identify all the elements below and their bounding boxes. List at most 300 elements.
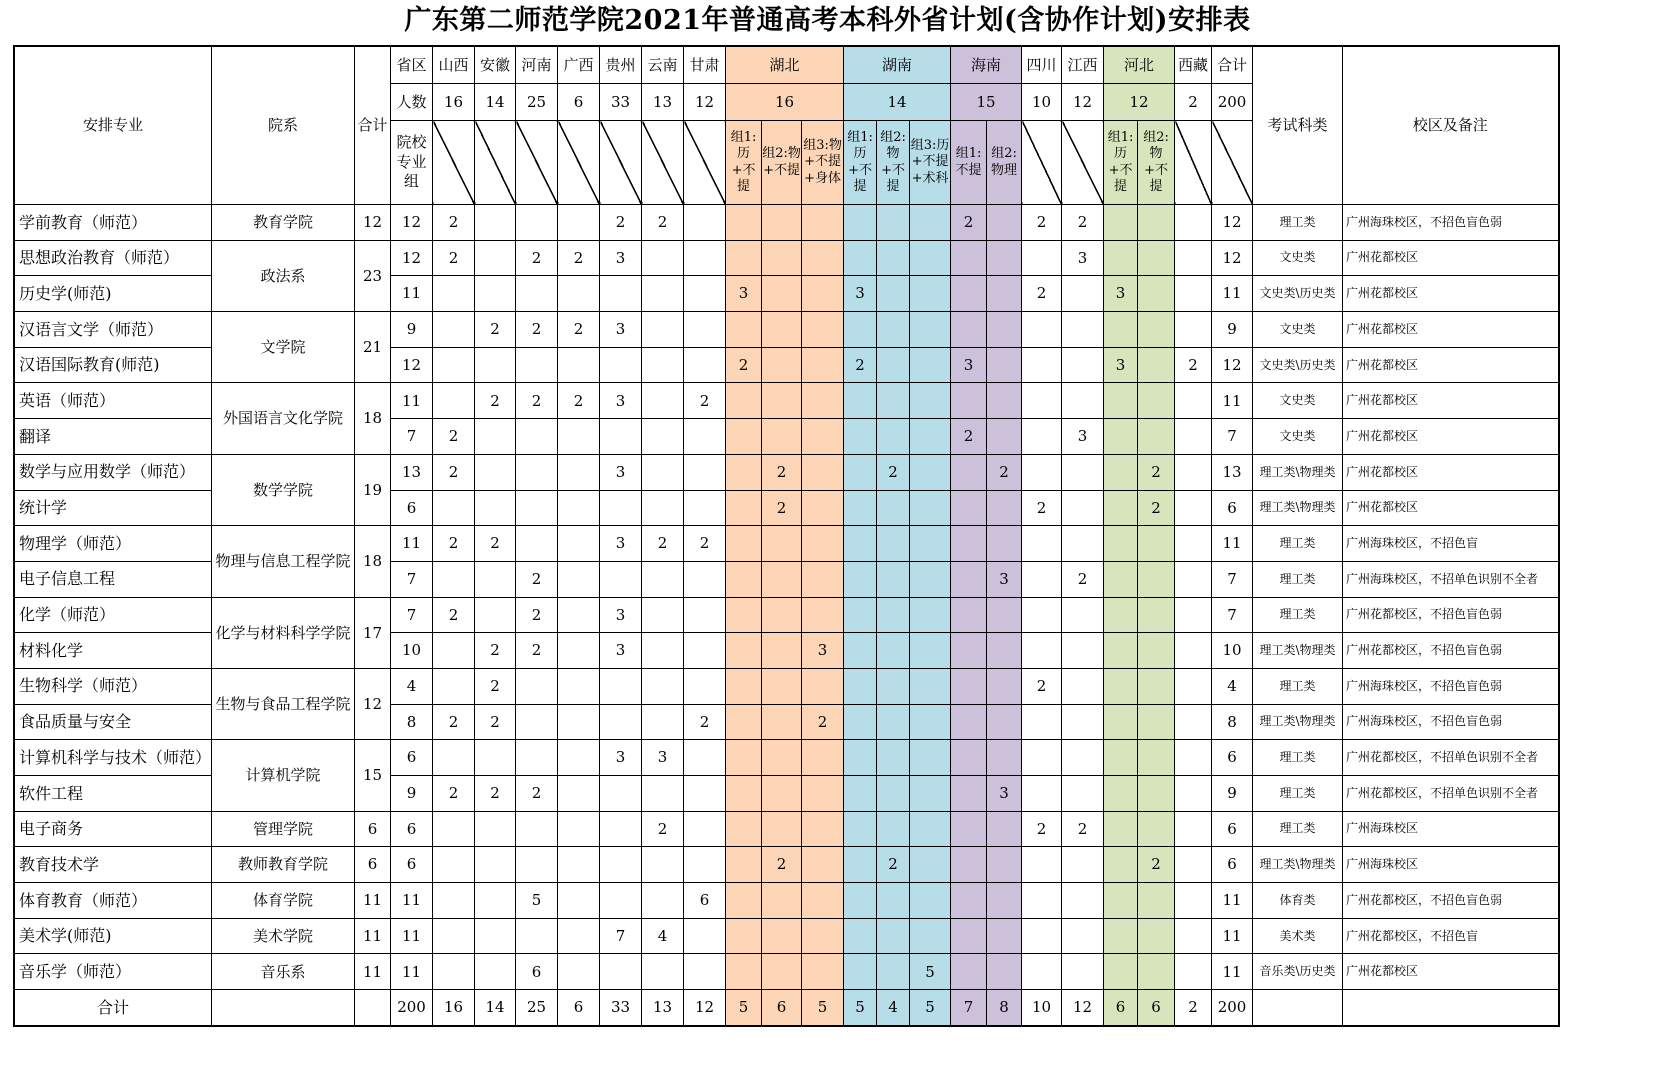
province-value-cell <box>475 883 516 919</box>
province-value-cell <box>1062 847 1104 883</box>
province-value-cell <box>844 633 877 669</box>
province-value-cell <box>802 205 844 241</box>
dept-total-cell: 6 <box>355 811 391 847</box>
diagonal-cell <box>558 121 600 205</box>
dept-total-cell: 19 <box>355 454 391 525</box>
province-value-cell <box>516 276 558 312</box>
province-value-cell: 3 <box>726 276 762 312</box>
group-count-cell: 8 <box>391 704 433 740</box>
province-value-cell <box>844 490 877 526</box>
major-cell: 英语（师范） <box>14 383 212 419</box>
province-value-cell: 2 <box>475 633 516 669</box>
province-value-cell <box>762 240 802 276</box>
province-value-cell <box>1104 597 1138 633</box>
province-value-cell <box>951 383 987 419</box>
table-row <box>14 383 1559 419</box>
province-value-cell <box>516 526 558 562</box>
totals-province-cell: 5 <box>910 990 951 1026</box>
province-value-cell <box>1104 561 1138 597</box>
province-value-cell <box>877 668 910 704</box>
province-value-cell <box>642 347 684 383</box>
province-value-cell <box>642 240 684 276</box>
province-value-cell <box>877 276 910 312</box>
province-value-cell: 2 <box>558 383 600 419</box>
province-value-cell: 2 <box>475 776 516 812</box>
province-value-cell <box>1022 383 1062 419</box>
province-value-cell: 2 <box>762 454 802 490</box>
province-value-cell <box>877 561 910 597</box>
province-value-cell <box>516 668 558 704</box>
province-value-cell <box>1175 954 1212 990</box>
province-value-cell <box>844 918 877 954</box>
province-value-cell <box>1022 347 1062 383</box>
province-value-cell <box>802 526 844 562</box>
province-value-cell <box>558 918 600 954</box>
province-value-cell <box>877 383 910 419</box>
province-value-cell: 2 <box>475 526 516 562</box>
row-total-cell: 12 <box>1212 205 1253 241</box>
province-value-cell <box>987 883 1022 919</box>
province-value-cell: 2 <box>726 347 762 383</box>
province-value-cell <box>1175 811 1212 847</box>
row-total-cell: 12 <box>1212 240 1253 276</box>
table-row <box>14 312 1559 348</box>
dept-cell: 生物与食品工程学院 <box>212 668 355 739</box>
province-yunnan: 云南 <box>642 46 684 84</box>
totals-label: 合计 <box>14 990 212 1026</box>
dept-total-cell: 23 <box>355 240 391 311</box>
totals-province-cell: 6 <box>1138 990 1175 1026</box>
province-value-cell <box>433 383 475 419</box>
province-value-cell <box>433 668 475 704</box>
province-value-cell: 2 <box>516 597 558 633</box>
diagonal-cell <box>1175 121 1212 205</box>
row-total-cell: 12 <box>1212 347 1253 383</box>
totals-province-cell: 5 <box>726 990 762 1026</box>
province-value-cell <box>844 383 877 419</box>
province-value-cell: 2 <box>1022 205 1062 241</box>
province-value-cell <box>762 276 802 312</box>
province-value-cell <box>1104 847 1138 883</box>
province-value-cell <box>726 383 762 419</box>
province-value-cell <box>951 954 987 990</box>
province-value-cell <box>844 454 877 490</box>
col-header-major: 安排专业 <box>14 46 212 205</box>
table-row <box>14 918 1559 954</box>
province-value-cell <box>951 312 987 348</box>
province-value-cell <box>1104 454 1138 490</box>
province-value-cell <box>642 597 684 633</box>
dept-cell: 音乐系 <box>212 954 355 990</box>
row-total-cell: 11 <box>1212 276 1253 312</box>
province-value-cell <box>762 383 802 419</box>
campus-note-cell: 广州花都校区，不招色盲 <box>1343 918 1559 954</box>
province-value-cell <box>1022 561 1062 597</box>
province-value-cell <box>1104 883 1138 919</box>
province-value-cell <box>516 347 558 383</box>
page-title: 广东第二师范学院2021年普通高考本科外省计划(含协作计划)安排表 <box>404 5 1251 36</box>
major-cell: 思想政治教育（师范） <box>14 240 212 276</box>
major-cell: 音乐学（师范） <box>14 954 212 990</box>
count-total: 200 <box>1212 84 1253 121</box>
campus-note-cell: 广州花都校区 <box>1343 383 1559 419</box>
dept-total-cell: 6 <box>355 847 391 883</box>
province-value-cell <box>642 633 684 669</box>
province-value-cell <box>951 276 987 312</box>
province-value-cell <box>951 668 987 704</box>
province-label: 省区 <box>391 46 433 84</box>
province-value-cell <box>475 454 516 490</box>
province-value-cell: 2 <box>558 312 600 348</box>
group-hubei-2: 组2:物+不提 <box>762 121 802 205</box>
province-value-cell <box>844 847 877 883</box>
province-value-cell <box>1175 847 1212 883</box>
province-value-cell: 2 <box>433 704 475 740</box>
campus-note-cell: 广州花都校区 <box>1343 347 1559 383</box>
province-value-cell <box>600 561 642 597</box>
province-value-cell <box>762 740 802 776</box>
province-value-cell <box>642 847 684 883</box>
province-value-cell: 2 <box>516 383 558 419</box>
diagonal-cell <box>684 121 726 205</box>
province-value-cell <box>1175 597 1212 633</box>
province-sichuan: 四川 <box>1022 46 1062 84</box>
province-value-cell <box>1175 740 1212 776</box>
province-value-cell <box>1138 811 1175 847</box>
province-value-cell <box>642 776 684 812</box>
province-value-cell <box>642 668 684 704</box>
count-xizang: 2 <box>1175 84 1212 121</box>
province-value-cell <box>684 740 726 776</box>
count-henan: 25 <box>516 84 558 121</box>
province-value-cell <box>1175 704 1212 740</box>
province-value-cell <box>558 740 600 776</box>
province-value-cell <box>558 205 600 241</box>
province-value-cell <box>1138 633 1175 669</box>
province-value-cell: 2 <box>1138 847 1175 883</box>
province-value-cell: 2 <box>558 240 600 276</box>
dept-total-cell: 11 <box>355 954 391 990</box>
diagonal-cell <box>475 121 516 205</box>
major-cell: 汉语言文学（师范） <box>14 312 212 348</box>
province-value-cell <box>475 811 516 847</box>
row-total-cell: 8 <box>1212 704 1253 740</box>
province-value-cell <box>558 776 600 812</box>
province-value-cell <box>910 526 951 562</box>
totals-province-cell: 2 <box>1175 990 1212 1026</box>
totals-province-cell: 6 <box>762 990 802 1026</box>
province-value-cell <box>558 561 600 597</box>
province-value-cell <box>726 811 762 847</box>
exam-type-cell: 理工类 <box>1253 740 1343 776</box>
province-value-cell <box>726 419 762 455</box>
province-total: 合计 <box>1212 46 1253 84</box>
exam-type-cell: 文史类 <box>1253 312 1343 348</box>
province-value-cell: 2 <box>516 633 558 669</box>
province-value-cell <box>726 776 762 812</box>
exam-type-cell: 文史类 <box>1253 383 1343 419</box>
province-value-cell <box>433 954 475 990</box>
exam-type-cell: 理工类 <box>1253 668 1343 704</box>
province-value-cell <box>1062 490 1104 526</box>
group-count-cell: 11 <box>391 526 433 562</box>
major-cell: 教育技术学 <box>14 847 212 883</box>
province-value-cell <box>1022 633 1062 669</box>
province-value-cell: 2 <box>877 454 910 490</box>
count-hebei: 12 <box>1104 84 1175 121</box>
province-value-cell <box>516 847 558 883</box>
province-value-cell: 2 <box>1138 454 1175 490</box>
campus-note-cell: 广州海珠校区，不招色盲色弱 <box>1343 704 1559 740</box>
province-value-cell <box>642 454 684 490</box>
province-value-cell <box>877 205 910 241</box>
table-row <box>14 740 1559 776</box>
province-value-cell: 2 <box>433 419 475 455</box>
province-value-cell <box>726 668 762 704</box>
province-value-cell <box>1138 740 1175 776</box>
province-value-cell <box>726 883 762 919</box>
province-value-cell <box>1022 526 1062 562</box>
province-value-cell <box>1104 312 1138 348</box>
header-row-provinces <box>14 46 1559 84</box>
group-count-cell: 12 <box>391 347 433 383</box>
province-anhui: 安徽 <box>475 46 516 84</box>
province-value-cell <box>951 704 987 740</box>
totals-province-cell: 6 <box>1104 990 1138 1026</box>
province-value-cell <box>877 918 910 954</box>
major-cell: 统计学 <box>14 490 212 526</box>
province-value-cell <box>684 490 726 526</box>
province-value-cell <box>516 740 558 776</box>
province-value-cell <box>762 918 802 954</box>
major-cell: 电子商务 <box>14 811 212 847</box>
dept-cell: 计算机学院 <box>212 740 355 811</box>
province-value-cell <box>1175 383 1212 419</box>
dept-cell: 教育学院 <box>212 205 355 241</box>
province-value-cell <box>642 704 684 740</box>
province-value-cell <box>475 954 516 990</box>
col-header-dept-total: 合计 <box>355 46 391 205</box>
province-value-cell <box>475 419 516 455</box>
province-value-cell <box>762 668 802 704</box>
diagonal-cell <box>600 121 642 205</box>
province-value-cell <box>844 312 877 348</box>
province-value-cell <box>910 561 951 597</box>
province-value-cell <box>802 240 844 276</box>
province-hubei: 湖北 <box>726 46 844 84</box>
group-count-cell: 11 <box>391 383 433 419</box>
province-value-cell <box>1175 633 1212 669</box>
major-cell: 化学（师范） <box>14 597 212 633</box>
province-value-cell <box>433 561 475 597</box>
province-value-cell: 2 <box>516 312 558 348</box>
province-value-cell: 3 <box>844 276 877 312</box>
province-value-cell: 3 <box>987 776 1022 812</box>
province-value-cell <box>987 811 1022 847</box>
province-value-cell <box>910 740 951 776</box>
province-value-cell <box>844 740 877 776</box>
province-value-cell: 3 <box>802 633 844 669</box>
people-label: 人数 <box>391 84 433 121</box>
row-total-cell: 7 <box>1212 597 1253 633</box>
province-value-cell: 2 <box>844 347 877 383</box>
province-value-cell <box>877 740 910 776</box>
totals-province-cell: 5 <box>844 990 877 1026</box>
province-value-cell: 7 <box>600 918 642 954</box>
province-value-cell <box>877 347 910 383</box>
province-value-cell <box>726 240 762 276</box>
province-value-cell <box>762 561 802 597</box>
province-value-cell <box>475 918 516 954</box>
province-value-cell <box>600 276 642 312</box>
province-value-cell <box>1062 454 1104 490</box>
province-value-cell <box>1175 454 1212 490</box>
province-value-cell <box>987 597 1022 633</box>
province-hebei: 河北 <box>1104 46 1175 84</box>
major-cell: 数学与应用数学（师范） <box>14 454 212 490</box>
province-value-cell: 2 <box>1022 811 1062 847</box>
province-value-cell <box>877 597 910 633</box>
province-value-cell <box>844 526 877 562</box>
province-value-cell <box>877 811 910 847</box>
row-total-cell: 11 <box>1212 918 1253 954</box>
province-value-cell <box>600 954 642 990</box>
group-count-cell: 6 <box>391 740 433 776</box>
province-value-cell <box>844 776 877 812</box>
campus-note-cell: 广州花都校区，不招单色识别不全者 <box>1343 776 1559 812</box>
province-value-cell <box>726 205 762 241</box>
totals-province-cell: 25 <box>516 990 558 1026</box>
province-value-cell: 3 <box>600 740 642 776</box>
province-value-cell <box>684 811 726 847</box>
campus-note-cell: 广州海珠校区，不招单色识别不全者 <box>1343 561 1559 597</box>
province-hainan: 海南 <box>951 46 1022 84</box>
province-value-cell <box>910 918 951 954</box>
province-value-cell <box>684 276 726 312</box>
province-value-cell <box>433 633 475 669</box>
campus-note-cell: 广州海珠校区，不招色盲 <box>1343 526 1559 562</box>
totals-province-cell: 12 <box>684 990 726 1026</box>
province-value-cell <box>600 419 642 455</box>
province-value-cell: 3 <box>951 347 987 383</box>
row-total-cell: 9 <box>1212 312 1253 348</box>
province-value-cell: 2 <box>516 561 558 597</box>
province-value-cell <box>844 704 877 740</box>
province-value-cell: 2 <box>762 847 802 883</box>
province-value-cell <box>877 704 910 740</box>
major-cell: 汉语国际教育(师范) <box>14 347 212 383</box>
province-value-cell <box>844 240 877 276</box>
exam-type-cell: 音乐类\历史类 <box>1253 954 1343 990</box>
province-value-cell <box>910 205 951 241</box>
dept-cell: 文学院 <box>212 312 355 383</box>
province-value-cell <box>1022 312 1062 348</box>
province-value-cell <box>1104 526 1138 562</box>
campus-note-cell: 广州花都校区，不招单色识别不全者 <box>1343 740 1559 776</box>
province-value-cell <box>987 633 1022 669</box>
province-value-cell <box>802 276 844 312</box>
major-cell: 生物科学（师范） <box>14 668 212 704</box>
province-value-cell <box>642 383 684 419</box>
group-count-cell: 6 <box>391 847 433 883</box>
table-row <box>14 205 1559 241</box>
group-count-cell: 10 <box>391 633 433 669</box>
province-value-cell <box>910 811 951 847</box>
province-value-cell <box>987 312 1022 348</box>
group-count-cell: 7 <box>391 561 433 597</box>
province-value-cell <box>433 740 475 776</box>
province-value-cell <box>1104 954 1138 990</box>
province-value-cell <box>762 526 802 562</box>
province-value-cell <box>877 526 910 562</box>
diagonal-cell <box>1062 121 1104 205</box>
group-label: 院校专业组 <box>391 121 433 205</box>
group-count-cell: 7 <box>391 419 433 455</box>
province-value-cell <box>684 312 726 348</box>
group-count-cell: 12 <box>391 240 433 276</box>
dept-cell: 物理与信息工程学院 <box>212 526 355 597</box>
province-value-cell <box>684 776 726 812</box>
province-value-cell <box>844 883 877 919</box>
province-value-cell <box>910 312 951 348</box>
province-value-cell: 3 <box>600 526 642 562</box>
exam-type-cell: 理工类 <box>1253 776 1343 812</box>
province-value-cell <box>910 776 951 812</box>
totals-province-cell: 8 <box>987 990 1022 1026</box>
province-value-cell <box>1104 240 1138 276</box>
province-value-cell <box>1138 561 1175 597</box>
province-value-cell: 3 <box>642 740 684 776</box>
province-value-cell: 2 <box>1062 811 1104 847</box>
campus-note-cell: 广州海珠校区，不招色盲色弱 <box>1343 205 1559 241</box>
province-value-cell: 3 <box>1104 347 1138 383</box>
province-value-cell <box>1138 526 1175 562</box>
province-value-cell <box>987 205 1022 241</box>
campus-note-cell: 广州花都校区 <box>1343 276 1559 312</box>
province-value-cell <box>558 954 600 990</box>
group-count-cell: 7 <box>391 597 433 633</box>
province-value-cell: 3 <box>600 597 642 633</box>
province-value-cell <box>987 490 1022 526</box>
province-value-cell <box>1022 740 1062 776</box>
province-value-cell <box>762 312 802 348</box>
campus-note-cell: 广州花都校区 <box>1343 419 1559 455</box>
province-value-cell <box>951 240 987 276</box>
province-value-cell <box>762 205 802 241</box>
province-value-cell <box>1138 276 1175 312</box>
province-value-cell <box>684 847 726 883</box>
group-hainan-1: 组1:不提 <box>951 121 987 205</box>
count-hainan: 15 <box>951 84 1022 121</box>
province-value-cell <box>802 918 844 954</box>
campus-note-cell: 广州花都校区，不招色盲色弱 <box>1343 633 1559 669</box>
province-value-cell: 2 <box>1022 276 1062 312</box>
totals-province-cell: 14 <box>475 990 516 1026</box>
province-value-cell <box>1062 740 1104 776</box>
totals-province-cell: 13 <box>642 990 684 1026</box>
province-value-cell <box>910 240 951 276</box>
row-total-cell: 13 <box>1212 454 1253 490</box>
totals-exam-empty <box>1253 990 1343 1026</box>
province-value-cell: 2 <box>642 526 684 562</box>
province-value-cell <box>558 597 600 633</box>
province-value-cell: 3 <box>600 383 642 419</box>
enrollment-plan-table <box>13 45 1560 1027</box>
province-value-cell <box>684 633 726 669</box>
province-value-cell <box>433 347 475 383</box>
dept-total-cell: 18 <box>355 526 391 597</box>
province-value-cell: 2 <box>600 205 642 241</box>
